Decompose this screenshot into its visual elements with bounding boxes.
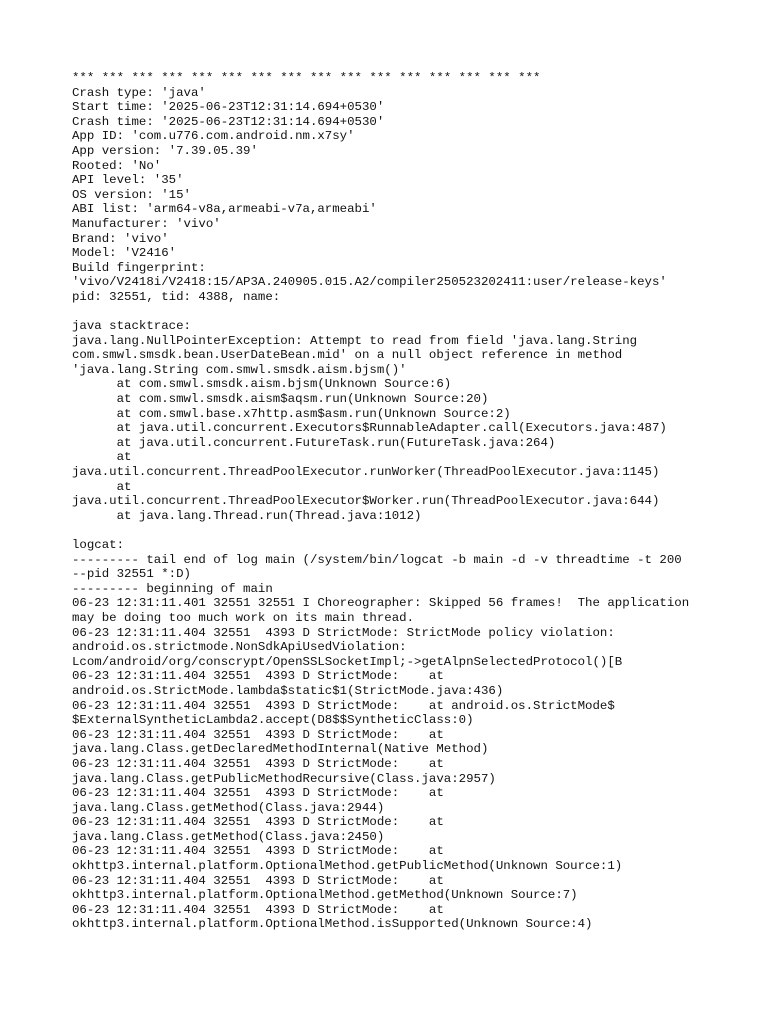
log-line: java.util.concurrent.ThreadPoolExecutor.runWorker(ThreadPoolExecutor.java:1145): [72, 465, 660, 480]
log-line: java.util.concurrent.ThreadPoolExecutor$Worker.run(ThreadPoolExecutor.java:644): [72, 494, 660, 509]
log-line: at java.util.concurrent.FutureTask.run(FutureTask.java:264): [72, 435, 556, 450]
log-line: at java.lang.Thread.run(Thread.java:1012): [72, 508, 422, 523]
log-line: 06-23 12:31:11.404 32551 4393 D StrictMode: at: [72, 873, 444, 888]
log-line: at com.smwl.base.x7http.asm$asm.run(Unknown Source:2): [72, 406, 511, 421]
log-line: --------- beginning of main: [72, 581, 273, 596]
log-line: Lcom/android/org/conscrypt/OpenSSLSocketImpl;->getAlpnSelectedProtocol()[B: [72, 654, 623, 669]
log-line: 06-23 12:31:11.404 32551 4393 D StrictMode: at: [72, 786, 444, 801]
log-line: OS version: '15': [72, 187, 191, 202]
log-line: okhttp3.internal.platform.OptionalMethod.getPublicMethod(Unknown Source:1): [72, 859, 623, 874]
log-line: at com.smwl.smsdk.aism.bjsm(Unknown Source:6): [72, 377, 452, 392]
log-line: android.os.strictmode.NonSdkApiUsedViolation:: [72, 640, 407, 655]
log-line: 06-23 12:31:11.404 32551 4393 D StrictMode: at android.os.StrictMode$: [72, 698, 615, 713]
log-line: ABI list: 'arm64-v8a,armeabi-v7a,armeabi': [72, 202, 377, 217]
log-line: 'vivo/V2418i/V2418:15/AP3A.240905.015.A2/compiler250523202411:user/release-keys': [72, 275, 667, 290]
log-line: --------- tail end of log main (/system/bin/logcat -b main -d -v threadtime -t 200: [72, 552, 682, 567]
log-line: 06-23 12:31:11.404 32551 4393 D StrictMode: at: [72, 756, 444, 771]
log-line: [72, 305, 762, 320]
log-line: at java.util.concurrent.Executors$RunnableAdapter.call(Executors.java:487): [72, 421, 667, 436]
log-line: 06-23 12:31:11.404 32551 4393 D StrictMode: at: [72, 815, 444, 830]
log-line: *** *** *** *** *** *** *** *** *** *** *** *** *** *** *** ***: [72, 71, 541, 85]
log-line: [72, 523, 762, 538]
log-line: okhttp3.internal.platform.OptionalMethod.isSupported(Unknown Source:4): [72, 917, 593, 932]
log-line: App ID: 'com.u776.com.android.nm.x7sy': [72, 129, 355, 144]
log-line: java.lang.NullPointerException: Attempt to read from field 'java.lang.String: [72, 333, 638, 348]
log-line: Model: 'V2416': [72, 246, 177, 261]
log-line: Manufacturer: 'vivo': [72, 216, 221, 231]
log-line: Start time: '2025-06-23T12:31:14.694+0530': [72, 100, 385, 115]
log-line: 06-23 12:31:11.404 32551 4393 D StrictMode: at: [72, 844, 444, 859]
log-line: may be doing too much work on its main thread.: [72, 610, 415, 625]
log-line: --pid 32551 *:D): [72, 567, 191, 582]
log-line: 06-23 12:31:11.404 32551 4393 D StrictMode: at: [72, 727, 444, 742]
log-line: okhttp3.internal.platform.OptionalMethod.getMethod(Unknown Source:7): [72, 888, 578, 903]
log-line: 06-23 12:31:11.401 32551 32551 I Choreographer: Skipped 56 frames! The application: [72, 596, 690, 611]
log-line: java.lang.Class.getDeclaredMethodInternal(Native Method): [72, 742, 489, 757]
log-line: at com.smwl.smsdk.aism$aqsm.run(Unknown Source:20): [72, 392, 489, 407]
log-line: $ExternalSyntheticLambda2.accept(D8$$SyntheticClass:0): [72, 713, 474, 728]
log-line: 06-23 12:31:11.404 32551 4393 D StrictMode: at: [72, 902, 444, 917]
log-line: java stacktrace:: [72, 319, 191, 334]
log-line: logcat:: [72, 538, 125, 552]
log-line: Crash type: 'java': [72, 85, 206, 100]
log-line: java.lang.Class.getPublicMethodRecursive(Class.java:2957): [72, 771, 496, 786]
log-line: 06-23 12:31:11.404 32551 4393 D StrictMode: at: [72, 669, 444, 684]
log-line: com.smwl.smsdk.bean.UserDateBean.mid' on a null object reference in method: [72, 348, 623, 363]
log-line: at: [72, 479, 132, 494]
log-line: pid: 32551, tid: 4388, name:: [72, 289, 281, 304]
log-line: Build fingerprint:: [72, 260, 206, 275]
log-line: Brand: 'vivo': [72, 231, 169, 246]
log-line: 06-23 12:31:11.404 32551 4393 D StrictMode: StrictMode policy violation:: [72, 625, 615, 640]
log-line: at: [72, 450, 132, 465]
log-line: App version: '7.39.05.39': [72, 143, 258, 158]
log-line: java.lang.Class.getMethod(Class.java:2450): [72, 829, 385, 844]
crash-log-text: [72, 71, 762, 932]
log-line: API level: '35': [72, 173, 184, 188]
log-line: Rooted: 'No': [72, 158, 162, 173]
log-line: android.os.StrictMode.lambda$static$1(StrictMode.java:436): [72, 683, 504, 698]
log-line: java.lang.Class.getMethod(Class.java:2944): [72, 800, 385, 815]
log-line: 'java.lang.String com.smwl.smsdk.aism.bjsm()': [72, 362, 407, 377]
log-line: Crash time: '2025-06-23T12:31:14.694+0530': [72, 114, 385, 129]
